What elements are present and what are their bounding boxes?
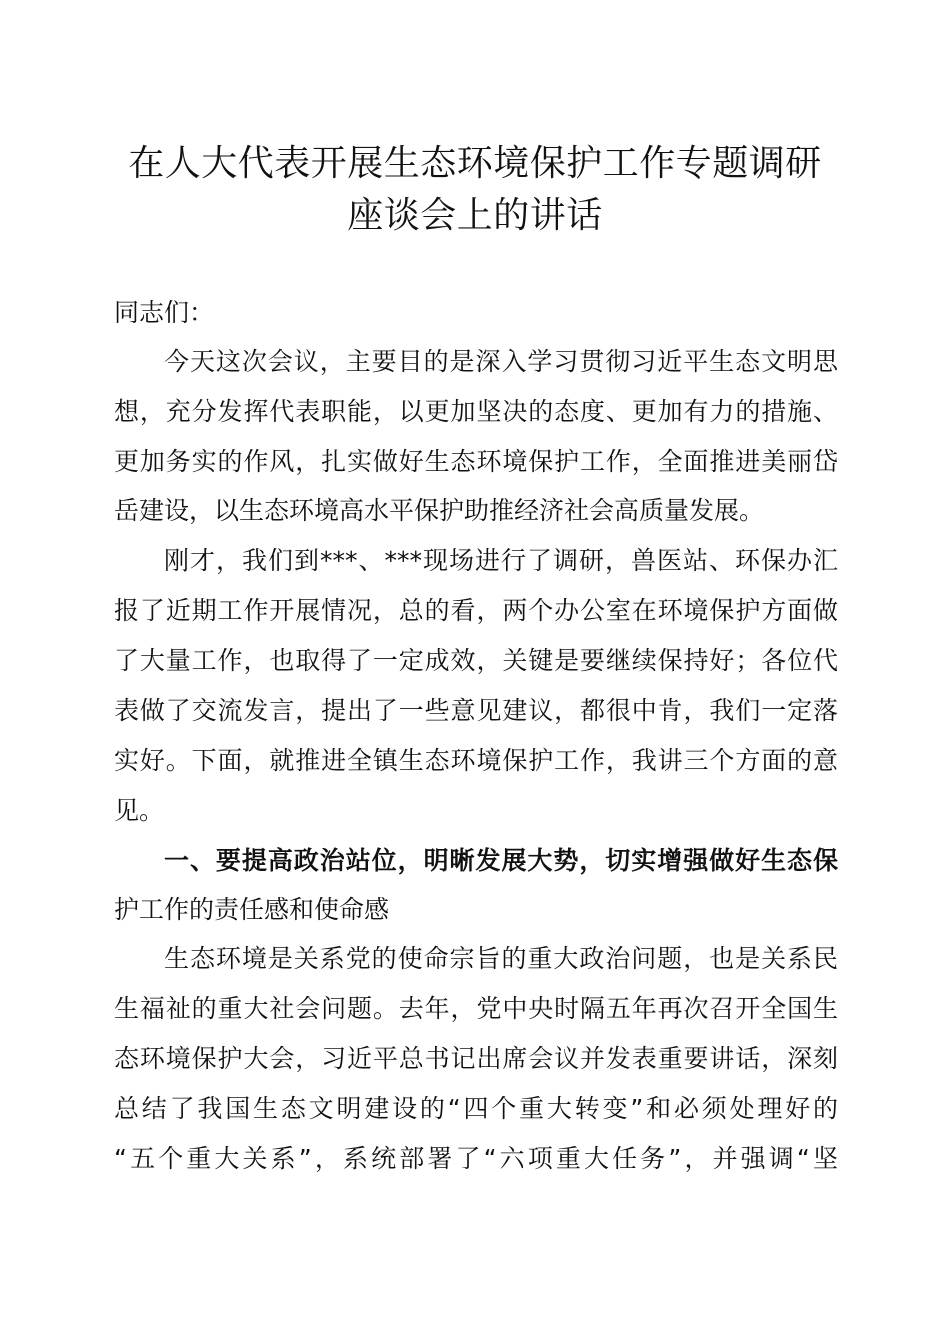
paragraph-3-line-4: 总结了我国生态文明建设的“四个重大转变”和必须处理好的 [114,1094,838,1123]
paragraph-1-line-4: 岳建设，以生态环境高水平保护助推经济社会高质量发展。 [114,496,765,525]
paragraph-2-line-4: 表做了交流发言，提出了一些意见建议，都很中肯，我们一定落 [114,696,838,725]
document-title-line-2: 座谈会上的讲话 [347,195,603,236]
section-heading-1-line-2: 护工作的责任感和使命感 [114,895,390,924]
paragraph-1-line-3: 更加务实的作风，扎实做好生态环境保护工作，全面推进美丽岱 [114,447,838,476]
paragraph-2-line-5: 实好。下面，就推进全镇生态环境保护工作，我讲三个方面的意 [114,746,838,775]
paragraph-3-line-3: 态环境保护大会，习近平总书记出席会议并发表重要讲话，深刻 [114,1044,838,1073]
paragraph-2-line-3: 了大量工作，也取得了一定成效，关键是要继续保持好；各位代 [114,646,838,675]
paragraph-3-line-2: 生福祉的重大社会问题。去年，党中央时隔五年再次召开全国生 [114,994,838,1023]
paragraph-1-line-1: 今天这次会议，主要目的是深入学习贯彻习近平生态文明思 [164,347,838,376]
greeting: 同志们： [114,298,215,327]
paragraph-2-line-6: 见。 [114,796,165,825]
section-heading-1-line-1: 一、要提高政治站位，明晰发展大势，切实增强做好生态保 [164,846,838,875]
paragraph-3-line-5: “五个重大关系”，系统部署了“六项重大任务”，并强调“坚 [114,1144,838,1173]
paragraph-1-line-2: 想，充分发挥代表职能，以更加坚决的态度、更加有力的措施、 [114,397,838,426]
document-title-line-1: 在人大代表开展生态环境保护工作专题调研 [128,143,822,184]
paragraph-2-line-2: 报了近期工作开展情况，总的看，两个办公室在环境保护方面做 [114,596,838,625]
paragraph-3-line-1: 生态环境是关系党的使命宗旨的重大政治问题，也是关系民 [164,944,838,973]
paragraph-2-line-1: 刚才，我们到***、***现场进行了调研，兽医站、环保办汇 [164,546,838,575]
